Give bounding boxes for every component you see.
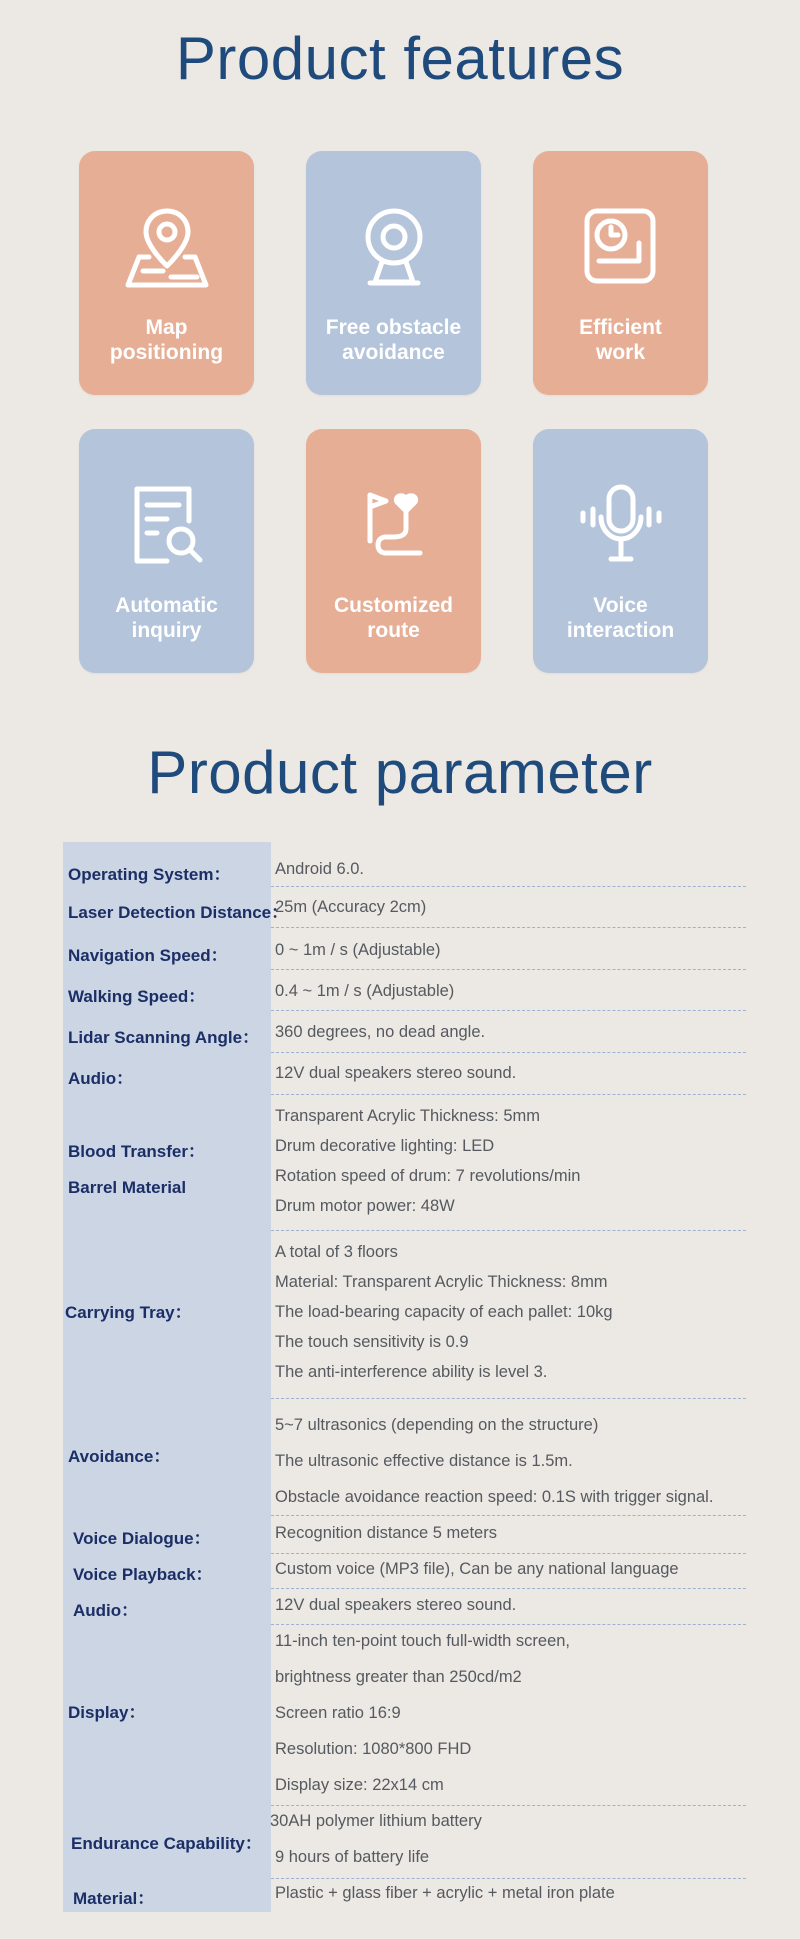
row-divider — [271, 1052, 746, 1053]
feature-card-automatic-inquiry — [79, 429, 254, 673]
row-divider — [271, 1230, 746, 1231]
param-value: 12V dual speakers stereo sound. — [275, 1596, 517, 1614]
param-value: Drum motor power: 48W — [275, 1197, 455, 1215]
feature-card-obstacle-avoidance — [306, 151, 481, 395]
param-value: 0.4 ~ 1m / s (Adjustable) — [275, 982, 455, 1000]
param-label-walking-speed: Walking Speed： — [68, 987, 206, 1006]
row-divider — [271, 969, 746, 970]
param-label-display: Display： — [68, 1703, 146, 1722]
param-label-navigation-speed: Navigation Speed： — [68, 946, 228, 965]
param-label-barrel-material: Blood Transfer： Barrel Material — [68, 1142, 205, 1197]
row-divider — [271, 1878, 746, 1879]
param-label-voice-dialogue: Voice Dialogue： — [73, 1529, 211, 1548]
param-value: Resolution: 1080*800 FHD — [275, 1740, 472, 1758]
param-value: 360 degrees, no dead angle. — [275, 1023, 486, 1041]
param-label-endurance: Endurance Capability： — [71, 1834, 262, 1853]
param-value: 25m (Accuracy 2cm) — [275, 898, 427, 916]
param-value: The ultrasonic effective distance is 1.5m. — [275, 1452, 573, 1470]
param-value: Material: Transparent Acrylic Thickness: 8mm — [275, 1273, 608, 1291]
param-value: The anti-interference ability is level 3. — [275, 1363, 548, 1381]
row-divider — [271, 1553, 746, 1554]
row-divider — [271, 1094, 746, 1095]
route-flag-icon — [346, 477, 442, 573]
param-label-audio: Audio： — [68, 1069, 134, 1088]
microphone-icon — [573, 477, 669, 573]
feature-label: Automatic inquiry — [115, 594, 218, 642]
feature-label: Free obstacle avoidance — [325, 316, 462, 364]
row-divider — [271, 1010, 746, 1011]
param-value: The touch sensitivity is 0.9 — [275, 1333, 469, 1351]
param-value: 12V dual speakers stereo sound. — [275, 1064, 517, 1082]
row-divider — [271, 1805, 746, 1806]
webcam-icon — [346, 199, 442, 295]
param-value: 30AH polymer lithium battery — [270, 1812, 482, 1830]
feature-label: Voice interaction — [566, 594, 675, 642]
param-value: The load-bearing capacity of each pallet: 10kg — [275, 1303, 613, 1321]
row-divider — [271, 1515, 746, 1516]
param-value: Rotation speed of drum: 7 revolutions/min — [275, 1167, 581, 1185]
timer-document-icon — [573, 199, 669, 295]
feature-label: Efficient work — [579, 316, 662, 364]
param-value: Screen ratio 16:9 — [275, 1704, 401, 1722]
features-title: Product features — [175, 25, 625, 92]
param-value: A total of 3 floors — [275, 1243, 398, 1261]
param-value: 0 ~ 1m / s (Adjustable) — [275, 941, 441, 959]
row-divider — [271, 1398, 746, 1399]
param-value: 9 hours of battery life — [275, 1848, 430, 1866]
row-divider — [271, 1588, 746, 1589]
param-value: brightness greater than 250cd/m2 — [275, 1668, 522, 1686]
param-label-carrying-tray: Carrying Tray： — [65, 1303, 192, 1322]
feature-card-efficient-work — [533, 151, 708, 395]
param-label-avoidance: Avoidance： — [68, 1447, 171, 1466]
param-value: Drum decorative lighting: LED — [275, 1137, 495, 1155]
param-value: Obstacle avoidance reaction speed: 0.1S with trigger signal. — [275, 1488, 714, 1506]
param-label-operating-system: Operating System： — [68, 865, 231, 884]
param-value: Recognition distance 5 meters — [275, 1524, 497, 1542]
param-value: Display size: 22x14 cm — [275, 1776, 444, 1794]
param-value: 5~7 ultrasonics (depending on the structure) — [275, 1416, 599, 1434]
param-value: Android 6.0. — [275, 860, 364, 878]
param-label-voice-playback: Voice Playback： — [73, 1565, 213, 1584]
param-value: Transparent Acrylic Thickness: 5mm — [275, 1107, 540, 1125]
params-title: Product parameter — [147, 739, 653, 806]
feature-card-customized-route — [306, 429, 481, 673]
document-search-icon — [119, 477, 215, 573]
param-label-lidar-angle: Lidar Scanning Angle： — [68, 1028, 260, 1047]
row-divider — [271, 927, 746, 928]
param-value: 11-inch ten-point touch full-width screen, — [275, 1632, 571, 1650]
feature-card-voice-interaction — [533, 429, 708, 673]
param-label-material: Material： — [73, 1889, 155, 1908]
feature-label: Map positioning — [109, 316, 224, 364]
map-pin-icon — [119, 199, 215, 295]
feature-card-map-positioning — [79, 151, 254, 395]
param-value: Custom voice (MP3 file), Can be any national language — [275, 1560, 679, 1578]
param-label-laser-distance: Laser Detection Distance： — [68, 903, 289, 922]
param-value: Plastic + glass fiber + acrylic + metal iron plate — [275, 1884, 615, 1902]
row-divider — [271, 1624, 746, 1625]
feature-label: Customized route — [333, 594, 453, 642]
row-divider — [271, 886, 746, 887]
param-label-audio-2: Audio： — [73, 1601, 139, 1620]
